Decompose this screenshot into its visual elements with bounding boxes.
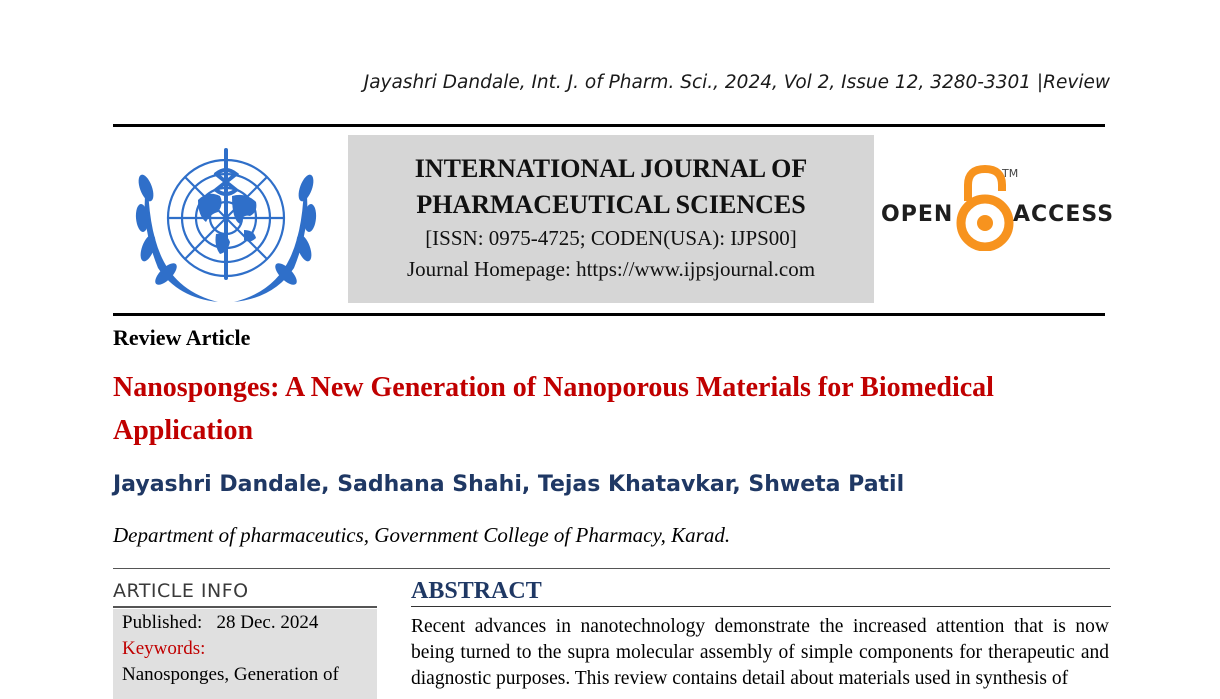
banner-bottom-rule <box>113 313 1105 316</box>
section-divider <box>113 568 1110 569</box>
abstract-heading: ABSTRACT <box>411 578 542 604</box>
article-authors: Jayashri Dandale, Sadhana Shahi, Tejas Khatavkar, Shweta Patil <box>113 472 905 497</box>
article-info-box <box>113 609 377 699</box>
journal-title-line2: PHARMACEUTICAL SCIENCES <box>416 190 806 219</box>
citation-header: Jayashri Dandale, Int. J. of Pharm. Sci., 2024, Vol 2, Issue 12, 3280-3301 |Review <box>363 72 1110 93</box>
article-title: Nanosponges: A New Generation of Nanoporous Materials for Biomedical Application <box>113 372 994 446</box>
article-type: Review Article <box>113 325 251 350</box>
article-affiliation: Department of pharmaceutics, Government College of Pharmacy, Karad. <box>113 523 731 547</box>
open-access-open-text: OPEN <box>881 202 954 227</box>
keywords-value: Nanosponges, Generation of <box>122 664 339 685</box>
published-date: 28 Dec. 2024 <box>216 612 319 633</box>
abstract-text: Recent advances in nanotechnology demonstrate the increased attention that is now being turned to the supra molecular assembly of simple components for therapeutic and diagnostic purposes. This review contains detail about materials used in synthesis of <box>411 616 1109 689</box>
article-info-heading: ARTICLE INFO <box>113 580 249 602</box>
journal-issn: [ISSN: 0975-4725; CODEN(USA): IJPS00] <box>425 226 797 250</box>
open-access-tm: TM <box>1002 167 1019 180</box>
journal-title-line1: INTERNATIONAL JOURNAL OF <box>414 154 808 183</box>
keywords-label: Keywords: <box>122 638 206 659</box>
journal-homepage: Journal Homepage: https://www.ijpsjournal.com <box>406 257 816 281</box>
published-label: Published: <box>122 612 203 633</box>
article-info-rule <box>113 606 377 608</box>
abstract-rule <box>411 606 1111 607</box>
journal-emblem-icon <box>128 138 324 304</box>
top-rule <box>113 124 1105 127</box>
open-access-logo <box>880 165 1115 255</box>
published-row <box>113 609 377 636</box>
journal-banner <box>348 135 874 303</box>
open-access-access-text: ACCESS <box>1013 202 1115 227</box>
